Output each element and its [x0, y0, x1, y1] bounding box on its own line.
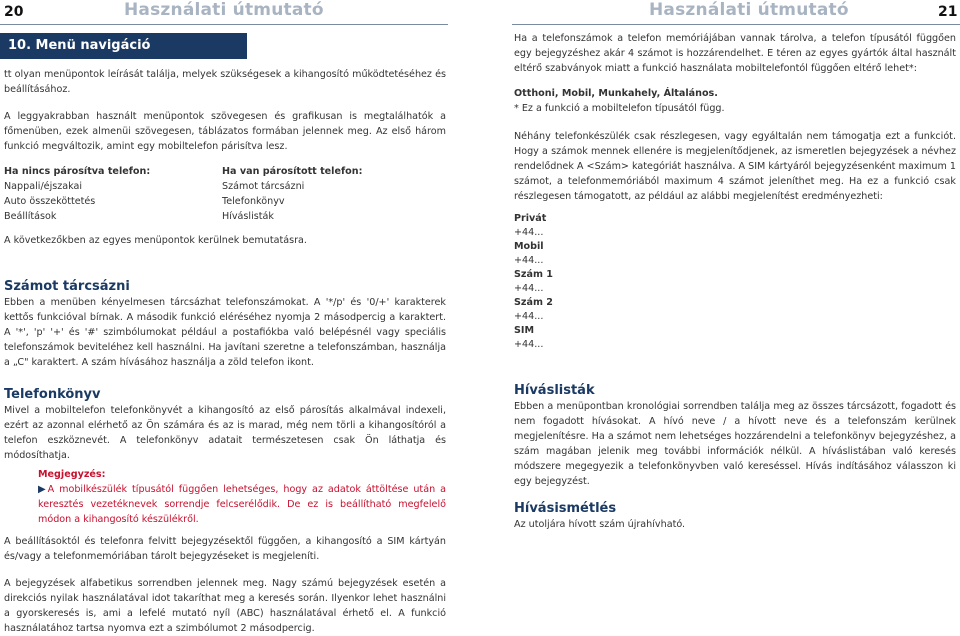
- calllists-text: Ebben a menüpontban kronológiai sorrendben találja meg az összes tárcsázott, fogadott és nem fogadott hívásokat. A hívó neve / a hívott neve és a telefonszám kerülnek megjelenítésre. Ha a számot nem lehetséges hozzárendelni a telefonkönyv bejegyzéshez, a szám magában jelenik meg további információk nélkül. A híváslistában való keresés módszere megegyezik a telefonkönyvben való kereséssel. Hívás indításához válasszon ki egy bejegyzést.: [514, 401, 956, 487]
- example-label: Mobil: [514, 241, 544, 252]
- triangle-bullet-icon: ▶: [38, 484, 48, 495]
- dial-text: Ebben a menüben kényelmesen tárcsázhat telefonszámokat. A '*/p' és '0/+' karakterek kettős funkcióval bírnak. A második funkció eléréséhez nyomja 2 másodpercig a karaktert. A '*', 'p' '+' és '#' szimbólumokat például a postafiókba való belépésnél vagy speciális telefonszámok beviteléhez kell használni. Ha javítani szeretne a telefonszámban, használja a „C" karaktert. A szám hívásához használja a zöld telefon ikont.: [4, 297, 446, 368]
- unpaired-heading: Ha nincs párosítva telefon:: [4, 166, 151, 177]
- unpaired-item: Nappali/éjszakai: [4, 181, 83, 192]
- settings-text: A beállításoktól és telefonra felvitt bejegyzésektől függően, a kihangosító a SIM kártyán és/vagy a telefonmemóriában tárolt bejegyzéseket is megjeleníti.: [4, 536, 446, 562]
- paired-menu-list: [222, 164, 442, 224]
- header-rule-left: [0, 24, 448, 25]
- example-value: +44...: [514, 339, 544, 350]
- right-para-1: Ha a telefonszámok a telefon memóriájában vannak tárolva, a telefon típusától függően egy bejegyzéshez akár 4 számot is hozzárendelhet. E téren az egyes gyártók által használt eltérő szabványok miatt a funkció használata mobiltelefontól függően eltérő lehet*:: [514, 33, 956, 74]
- paired-item: Számot tárcsázni: [222, 181, 305, 192]
- footnote: * Ez a funkció a mobiltelefon típusától függ.: [514, 103, 725, 114]
- right-running-title: Használati útmutató: [649, 0, 849, 20]
- number-types: Otthoni, Mobil, Munkahely, Általános.: [514, 88, 718, 99]
- intro-paragraph-1: tt olyan menüpontok leírását találja, melyek szükségesek a kihangosító működtetéséhez és beállításához.: [4, 69, 446, 95]
- left-page-number: 20: [4, 4, 24, 20]
- example-label: Privát: [514, 213, 547, 224]
- example-value: +44...: [514, 283, 544, 294]
- unpaired-item: Beállítások: [4, 211, 57, 222]
- types-block: [514, 86, 956, 116]
- left-running-title: Használati útmutató: [124, 0, 324, 20]
- phonebook-title: Telefonkönyv: [4, 387, 101, 402]
- example-value: +44...: [514, 311, 544, 322]
- dial-title: Számot tárcsázni: [4, 279, 130, 294]
- intro-paragraph-2: A leggyakrabban használt menüpontok szövegesen és grafikusan is megtalálhatók a főmenüben, ezek almenüi szövegesen, táblázatos formában jelennek meg. Az első három funkció megváltozik, amint egy mobiltelefon párisítva lesz.: [4, 111, 446, 152]
- note-title: Megjegyzés:: [38, 469, 106, 480]
- unpaired-menu-list: [4, 164, 214, 224]
- calllists-title: Híváslisták: [514, 383, 595, 398]
- header-rule-right: [512, 24, 960, 25]
- alpha-text: A bejegyzések alfabetikus sorrendben jelennek meg. Nagy számú bejegyzések esetén a direkciós nyilak használatával idot takaríthat meg a keresés során. Ilyenkor lehet használni a gyorskeresés is, ami a lefelé mutató nyíl (ABC) használatával érhető el. A funkció használatához tartsa nyomva ezt a szimbólumot 2 másodpercig.: [4, 578, 446, 634]
- right-page-number: 21: [938, 4, 958, 20]
- paired-item: Telefonkönyv: [222, 196, 285, 207]
- redial-text: Az utoljára hívott szám újrahívható.: [514, 519, 686, 530]
- note-text: A mobilkészülék típusától függően lehetséges, hogy az adatok áttöltése után a keresztés vezetéknevek sorrendje felcserélődik. De ez is beállítható megfelelő módon a kihangosító készülékről.: [38, 484, 446, 525]
- phonebook-section: [4, 386, 446, 463]
- following-text: A következőkben az egyes menüpontok kerülnek bemutatásra.: [4, 235, 307, 246]
- example-list: [514, 212, 714, 352]
- calllists-section: [514, 382, 956, 489]
- dial-section: [4, 278, 446, 370]
- example-value: +44...: [514, 227, 544, 238]
- right-para-2: Néhány telefonkészülék csak részlegesen, vagy egyáltalán nem támogatja ezt a funkciót. Hogy a számok mennek ellenére is megjelenítődjenek, az ismeretlen bejegyzések a névhez rendelődnek A <Szám> kategóriát használva. A SIM kártyáról bejegyzésenként maximum 1 számot, a telefonmemóriából maximum 4 számot jeleníthet meg. Ha ez a funkció csak részlegesen támogatott, az például az alábbi megjelenítést eredményezheti:: [514, 131, 956, 202]
- section-title: 10. Menü navigáció: [0, 33, 247, 59]
- example-label: Szám 1: [514, 269, 553, 280]
- redial-section: [514, 500, 956, 532]
- note-box: [38, 467, 446, 527]
- paired-item: Híváslisták: [222, 211, 274, 222]
- paired-heading: Ha van párosított telefon:: [222, 166, 363, 177]
- example-label: SIM: [514, 325, 535, 336]
- phonebook-text: Mivel a mobiltelefon telefonkönyvét a kihangosító az első párosítás alkalmával indexeli, ezért az azonnal elérhető az Ön számára és az is marad, még nem törli a kihangosítóról a telefon eszköznevét. A telefonkönyv adatait természetesen csak Ön láthatja és módosíthatja.: [4, 405, 446, 461]
- left-intro: [4, 67, 446, 154]
- example-value: +44...: [514, 255, 544, 266]
- redial-title: Hívásismétlés: [514, 501, 617, 516]
- example-label: Szám 2: [514, 297, 553, 308]
- unpaired-item: Auto összeköttetés: [4, 196, 96, 207]
